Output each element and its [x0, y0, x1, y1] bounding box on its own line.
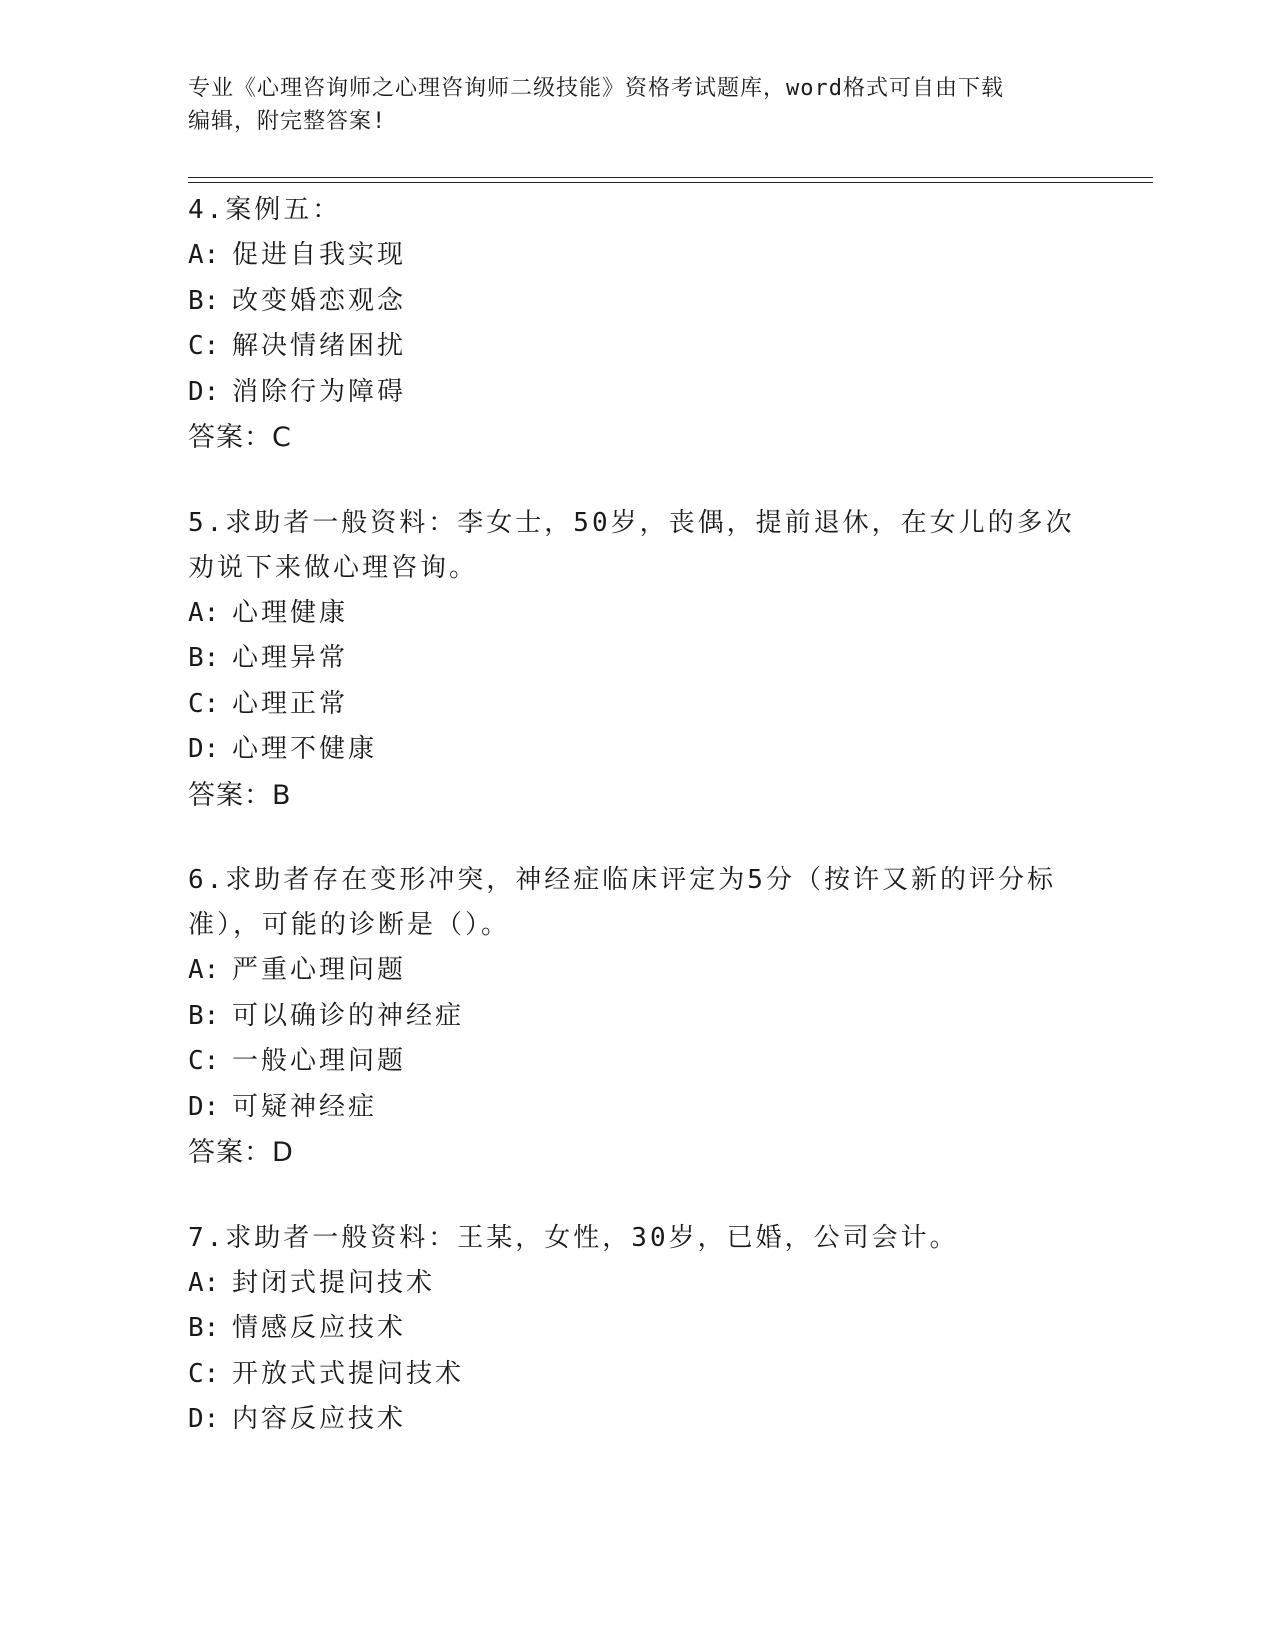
option-letter: A:	[188, 955, 220, 985]
option-text: 可疑神经症	[232, 1091, 378, 1122]
option-c	[188, 324, 1088, 370]
option-letter: D:	[188, 1091, 220, 1122]
option-letter: D:	[188, 376, 220, 407]
question-stem: 4.案例五：	[188, 195, 342, 225]
header-divider-top	[188, 177, 1153, 178]
option-text: 一般心理问题	[232, 1046, 407, 1076]
option-d	[188, 370, 1088, 416]
option-b	[188, 1306, 1088, 1352]
option-text: 心理不健康	[232, 734, 378, 764]
option-a	[188, 948, 1088, 994]
option-letter: B:	[188, 285, 220, 316]
document-header	[188, 72, 1088, 138]
option-letter: A:	[188, 597, 220, 628]
header-divider-bottom	[188, 182, 1153, 183]
option-text: 情感反应技术	[232, 1313, 407, 1343]
answer-line: 答案：B	[188, 779, 292, 811]
option-letter: C:	[188, 1046, 220, 1076]
option-text: 开放式式提问技术	[232, 1358, 465, 1389]
question-list	[188, 188, 1088, 1483]
header-line-1: 专业《心理咨询师之心理咨询师二级技能》资格考试题库，word格式可自由下载	[188, 76, 1004, 101]
answer-line: 答案：C	[188, 422, 292, 453]
question-5	[188, 501, 1088, 819]
option-c	[188, 682, 1088, 728]
option-text: 改变婚恋观念	[232, 285, 407, 316]
question-6	[188, 858, 1088, 1176]
option-letter: C:	[188, 331, 220, 361]
question-stem: 5.求助者一般资料：李女士，50岁，丧偶，提前退休，在女儿的多次劝说下来做心理咨询。	[188, 507, 1075, 583]
option-b	[188, 994, 1088, 1040]
option-letter: A:	[188, 240, 220, 270]
answer-line: 答案：D	[188, 1137, 294, 1168]
option-a	[188, 233, 1088, 279]
option-text: 消除行为障碍	[232, 376, 407, 407]
option-a	[188, 591, 1088, 637]
option-text: 心理健康	[232, 597, 349, 628]
option-d	[188, 727, 1088, 773]
option-b	[188, 636, 1088, 682]
option-letter: B:	[188, 643, 220, 673]
option-text: 促进自我实现	[232, 240, 407, 270]
option-letter: B:	[188, 1000, 220, 1031]
option-text: 封闭式提问技术	[232, 1267, 436, 1298]
option-c	[188, 1352, 1088, 1398]
option-d	[188, 1397, 1088, 1443]
question-7	[188, 1216, 1088, 1443]
option-letter: C:	[188, 688, 220, 719]
option-letter: A:	[188, 1267, 220, 1298]
question-4	[188, 188, 1088, 461]
header-line-2: 编辑，附完整答案!	[188, 109, 387, 134]
option-letter: B:	[188, 1313, 220, 1343]
option-text: 可以确诊的神经症	[232, 1000, 465, 1031]
option-letter: C:	[188, 1358, 220, 1389]
option-letter: D:	[188, 1404, 220, 1434]
option-text: 内容反应技术	[232, 1404, 407, 1434]
option-text: 严重心理问题	[232, 955, 407, 985]
question-stem: 7.求助者一般资料：王某，女性，30岁，已婚，公司会计。	[188, 1222, 959, 1253]
option-a	[188, 1261, 1088, 1307]
question-stem: 6.求助者存在变形冲突，神经症临床评定为5分（按许又新的评分标准），可能的诊断是（）。	[188, 865, 1056, 940]
option-c	[188, 1039, 1088, 1085]
option-b	[188, 279, 1088, 325]
option-text: 解决情绪困扰	[232, 331, 407, 361]
option-text: 心理异常	[232, 643, 349, 673]
option-d	[188, 1085, 1088, 1131]
option-letter: D:	[188, 734, 220, 764]
option-text: 心理正常	[232, 688, 349, 719]
